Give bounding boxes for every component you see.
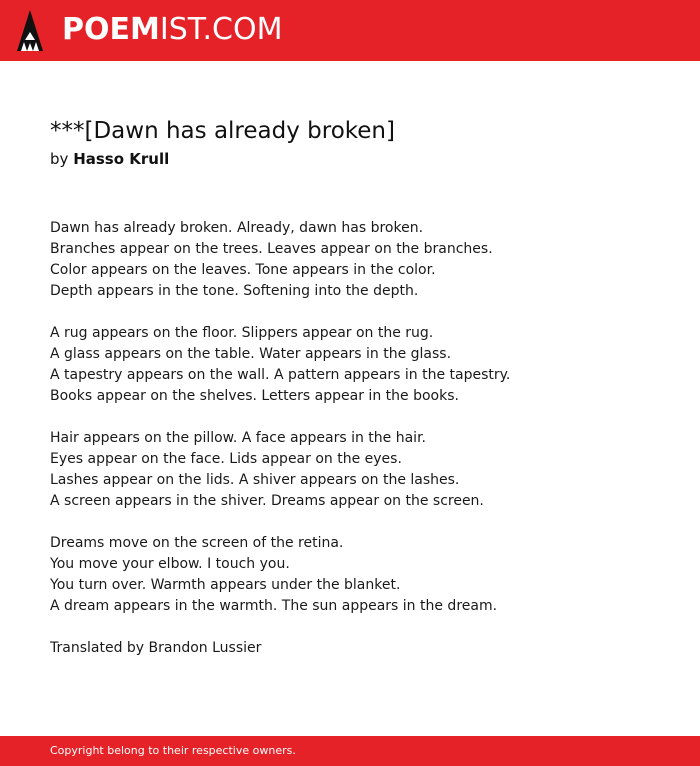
logo-light-text: IST.COM [159,12,283,47]
poem-line: Books appear on the shelves. Letters appear in the books. [50,388,459,404]
poem-line: Lashes appear on the lids. A shiver appears on the lashes. [50,472,460,488]
poem-line: You move your elbow. I touch you. [50,556,290,572]
stanza [50,218,670,302]
copyright-text: Copyright belong to their respective owners. [50,744,296,757]
poem-line: Depth appears in the tone. Softening into the depth. [50,283,419,299]
logo-bold-text: POEM [62,12,160,47]
stanza [50,533,670,617]
site-logo[interactable] [62,12,282,48]
author-name[interactable]: Hasso Krull [73,150,170,168]
poem-title: ***[Dawn has already broken] [50,118,395,144]
poem-line: A screen appears in the shiver. Dreams appear on the screen. [50,493,484,509]
byline [50,148,169,170]
site-footer [0,736,700,766]
poem-line: Branches appear on the trees. Leaves appear on the branches. [50,241,493,257]
poem-line: A rug appears on the floor. Slippers appear on the rug. [50,325,434,341]
poem-line: A glass appears on the table. Water appears in the glass. [50,346,452,362]
poem-line: You turn over. Warmth appears under the blanket. [50,577,401,593]
poem-line: Hair appears on the pillow. A face appears in the hair. [50,430,426,446]
by-label: by [50,150,69,168]
poem-body [50,218,670,638]
poem-line: A dream appears in the warmth. The sun appears in the dream. [50,598,498,614]
poem-line: Color appears on the leaves. Tone appears in the color. [50,262,436,278]
stanza [50,428,670,512]
poem-line: Dawn has already broken. Already, dawn has broken. [50,220,424,236]
pencil-tip-icon[interactable] [17,10,43,51]
site-header [0,0,700,61]
stanza [50,323,670,407]
poem-line: Dreams move on the screen of the retina. [50,535,344,551]
poem-line: A tapestry appears on the wall. A pattern appears in the tapestry. [50,367,511,383]
poem-line: Eyes appear on the face. Lids appear on the eyes. [50,451,402,467]
translator-note: Translated by Brandon Lussier [50,640,262,656]
